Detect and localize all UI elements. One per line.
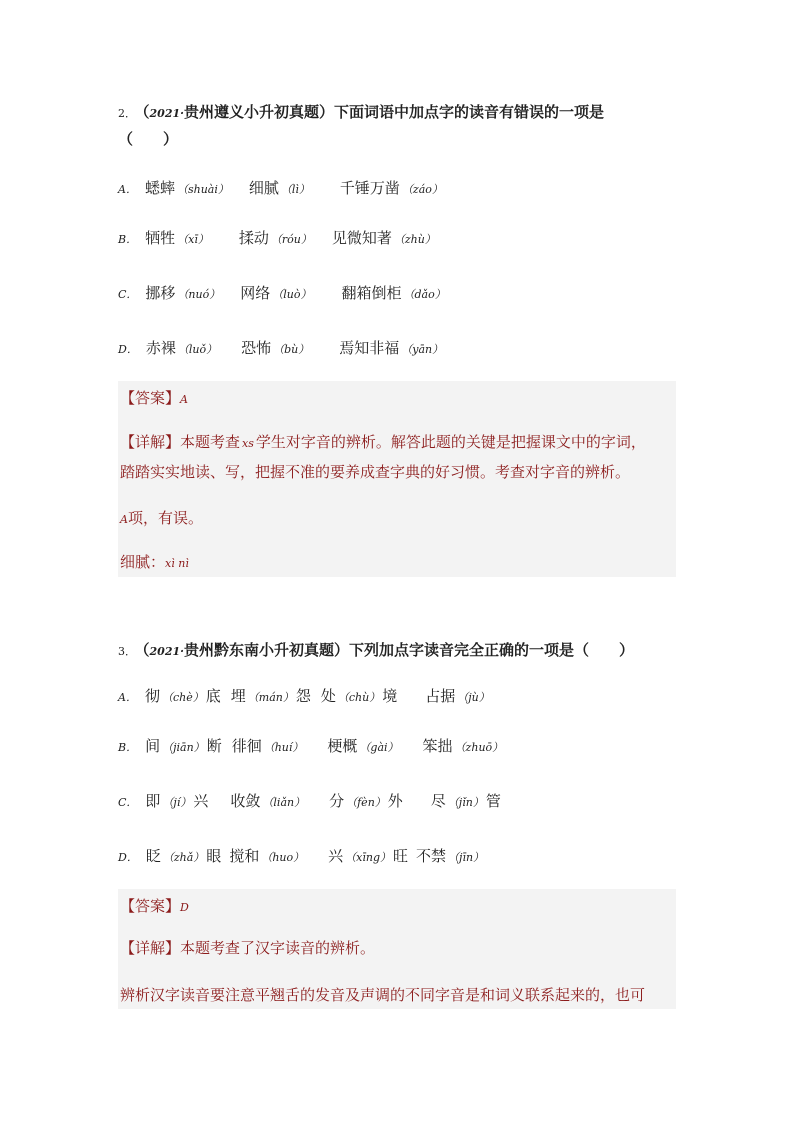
option-letter: C． — [118, 288, 138, 301]
option-pinyin: （xī） — [177, 233, 209, 246]
option-item — [145, 790, 208, 811]
detail-line-1 — [120, 431, 646, 452]
option-pinyin: （róu） — [270, 233, 312, 246]
option-item — [232, 735, 306, 756]
option-word: 赤裸 — [145, 339, 176, 357]
option-item — [339, 337, 445, 358]
answer-line — [120, 387, 188, 408]
option-char: 埋 — [230, 687, 246, 705]
option-char: 处 — [320, 687, 336, 705]
option-item — [341, 282, 447, 303]
option-char: 不禁 — [416, 847, 447, 865]
option-row — [118, 227, 438, 248]
question-2-title: 2． （2021·贵州遵义小升初真题）下面词语中加点字的读音有错误的一项是 （ ） — [118, 98, 678, 149]
option-pinyin: （dǎo） — [403, 288, 446, 301]
option-pinyin: （zhuō） — [454, 741, 504, 754]
detail-line-2: 踏踏实实地读、写，把握不准的要养成查字典的好习惯。考查对字音的辨析。 — [120, 463, 631, 481]
option-char: 兴 — [193, 792, 209, 810]
option-char: 搅和 — [229, 847, 260, 865]
option-char: 旺 — [393, 847, 409, 865]
option-word: 揉动 — [238, 229, 269, 247]
option-pinyin: （huo） — [261, 851, 305, 864]
option-item — [145, 177, 231, 198]
option-pinyin: （fèn） — [346, 796, 386, 809]
option-char: 尽 — [430, 792, 446, 810]
option-char: 徘徊 — [231, 737, 262, 755]
option-item — [146, 845, 221, 866]
option-word: 牺牲 — [145, 229, 176, 247]
option-item — [423, 735, 506, 756]
detail-word: 细腻： — [120, 553, 166, 571]
option-char: 兴 — [328, 847, 344, 865]
option-letter: D． — [118, 343, 138, 356]
detail-text-cont: 学生对字音的辨析。解答此题的关键是把握课文中的字词， — [255, 433, 646, 451]
option-row — [118, 845, 486, 866]
option-row — [118, 685, 492, 706]
option-char: 眨 — [145, 847, 161, 865]
option-item — [249, 177, 312, 198]
option-char: 梗概 — [327, 737, 358, 755]
question-stem: 下列加点字读音完全正确的一项是（ ） — [349, 641, 635, 659]
option-word: 细腻 — [248, 179, 279, 197]
option-letter: B． — [118, 741, 138, 754]
answer-line — [120, 895, 189, 916]
option-pinyin: （liǎn） — [262, 796, 306, 809]
detail-tag: 【详解】 — [120, 939, 181, 957]
option-char: 彻 — [144, 687, 160, 705]
option-item — [146, 337, 219, 358]
option-letter: A — [120, 513, 128, 526]
question-source-year: 2021· — [149, 107, 184, 120]
option-item — [327, 735, 400, 756]
option-word: 千锤万凿 — [339, 179, 400, 197]
option-char: 境 — [382, 687, 398, 705]
option-item — [416, 845, 486, 866]
option-pinyin: （zhǎ） — [162, 851, 205, 864]
option-item — [425, 685, 492, 706]
option-char: 占据 — [425, 687, 456, 705]
option-row — [118, 282, 448, 303]
detail-line-4 — [120, 551, 189, 572]
option-row — [118, 790, 501, 811]
option-pinyin: （nuó） — [177, 288, 221, 301]
detail-pinyin: xì nì — [165, 557, 189, 570]
question-number: 2． — [118, 107, 136, 120]
option-char: 分 — [329, 792, 345, 810]
answer-tag: 【答案】 — [120, 389, 181, 407]
detail-text: 项，有误。 — [127, 509, 203, 527]
option-letter: B． — [118, 233, 138, 246]
option-word: 翻箱倒柜 — [341, 284, 402, 302]
option-item — [431, 790, 501, 811]
option-char: 怨 — [295, 687, 311, 705]
option-item — [229, 845, 306, 866]
option-item — [240, 282, 313, 303]
question-source: 贵州遵义小升初真题 — [183, 103, 319, 121]
option-word: 焉知非福 — [339, 339, 400, 357]
option-word: 挪移 — [145, 284, 176, 302]
option-pinyin: （jǐn） — [447, 796, 484, 809]
detail-text: 本题考查了汉字读音的辨析。 — [180, 939, 376, 957]
option-row — [118, 735, 505, 756]
option-pinyin: （jí） — [162, 796, 192, 809]
option-item — [329, 790, 403, 811]
option-pinyin: （shuài） — [176, 183, 229, 196]
option-char: 管 — [485, 792, 501, 810]
detail-line-1 — [120, 937, 375, 958]
option-letter: A． — [118, 183, 137, 196]
option-pinyin: （záo） — [401, 183, 443, 196]
option-letter: A． — [118, 691, 137, 704]
option-item — [332, 227, 438, 248]
option-pinyin: （jù） — [457, 691, 490, 704]
option-char: 底 — [205, 687, 221, 705]
option-pinyin: （jīn） — [448, 851, 485, 864]
detail-line-3 — [120, 507, 203, 528]
option-item — [241, 337, 311, 358]
option-word: 蟋蟀 — [144, 179, 175, 197]
option-char: 即 — [145, 792, 161, 810]
option-item — [145, 685, 221, 706]
option-pinyin: （luǒ） — [177, 343, 218, 356]
question-source: 贵州黔东南小升初真题 — [183, 641, 334, 659]
option-item — [340, 177, 445, 198]
option-pinyin: （huí） — [263, 741, 304, 754]
detail-tag: 【详解】 — [120, 433, 181, 451]
answer-value: A — [180, 393, 188, 406]
option-item — [231, 685, 311, 706]
option-item — [328, 845, 408, 866]
answer-box-q2 — [118, 381, 676, 577]
option-char: 外 — [387, 792, 403, 810]
option-pinyin: （luò） — [272, 288, 312, 301]
question-source-year: 2021· — [149, 645, 184, 658]
detail-line-2: 辨析汉字读音要注意平翘舌的发音及声调的不同字音是和词义联系起来的，也可 — [120, 986, 646, 1004]
question-stem: 下面词语中加点字的读音有错误的一项是 — [334, 103, 605, 121]
option-char: 间 — [145, 737, 161, 755]
detail-text: 本题考查 — [180, 433, 241, 451]
option-item — [145, 282, 222, 303]
option-item — [321, 685, 397, 706]
option-word: 恐怖 — [241, 339, 272, 357]
option-char: 笨拙 — [422, 737, 453, 755]
answer-tag: 【答案】 — [120, 897, 181, 915]
option-char: 断 — [206, 737, 222, 755]
option-pinyin: （bù） — [273, 343, 310, 356]
question-number: 3． — [118, 645, 136, 658]
option-pinyin: （chè） — [161, 691, 204, 704]
answer-blank: （ ） — [118, 130, 179, 148]
option-pinyin: （jiān） — [162, 741, 205, 754]
option-word: 网络 — [240, 284, 271, 302]
option-pinyin: （lì） — [280, 183, 310, 196]
option-item — [230, 790, 307, 811]
option-pinyin: （mán） — [247, 691, 294, 704]
option-row — [118, 337, 445, 358]
answer-value: D — [180, 901, 189, 914]
option-char: 收敛 — [230, 792, 261, 810]
option-pinyin: （yān） — [401, 343, 444, 356]
option-item — [239, 227, 314, 248]
answer-box-q3 — [118, 889, 676, 1009]
option-letter: C． — [118, 796, 138, 809]
option-word: 见微知著 — [331, 229, 392, 247]
option-char: 眼 — [206, 847, 222, 865]
option-pinyin: （gài） — [359, 741, 399, 754]
option-item — [145, 735, 222, 756]
detail-mark: xs — [242, 437, 254, 450]
question-3-title: 3． （2021·贵州黔东南小升初真题）下列加点字读音完全正确的一项是（ ） — [118, 641, 635, 659]
option-row — [118, 177, 445, 198]
option-pinyin: （zhù） — [393, 233, 436, 246]
option-pinyin: （xīng） — [345, 851, 391, 864]
option-pinyin: （chù） — [337, 691, 381, 704]
option-letter: D． — [118, 851, 138, 864]
option-item — [145, 227, 211, 248]
